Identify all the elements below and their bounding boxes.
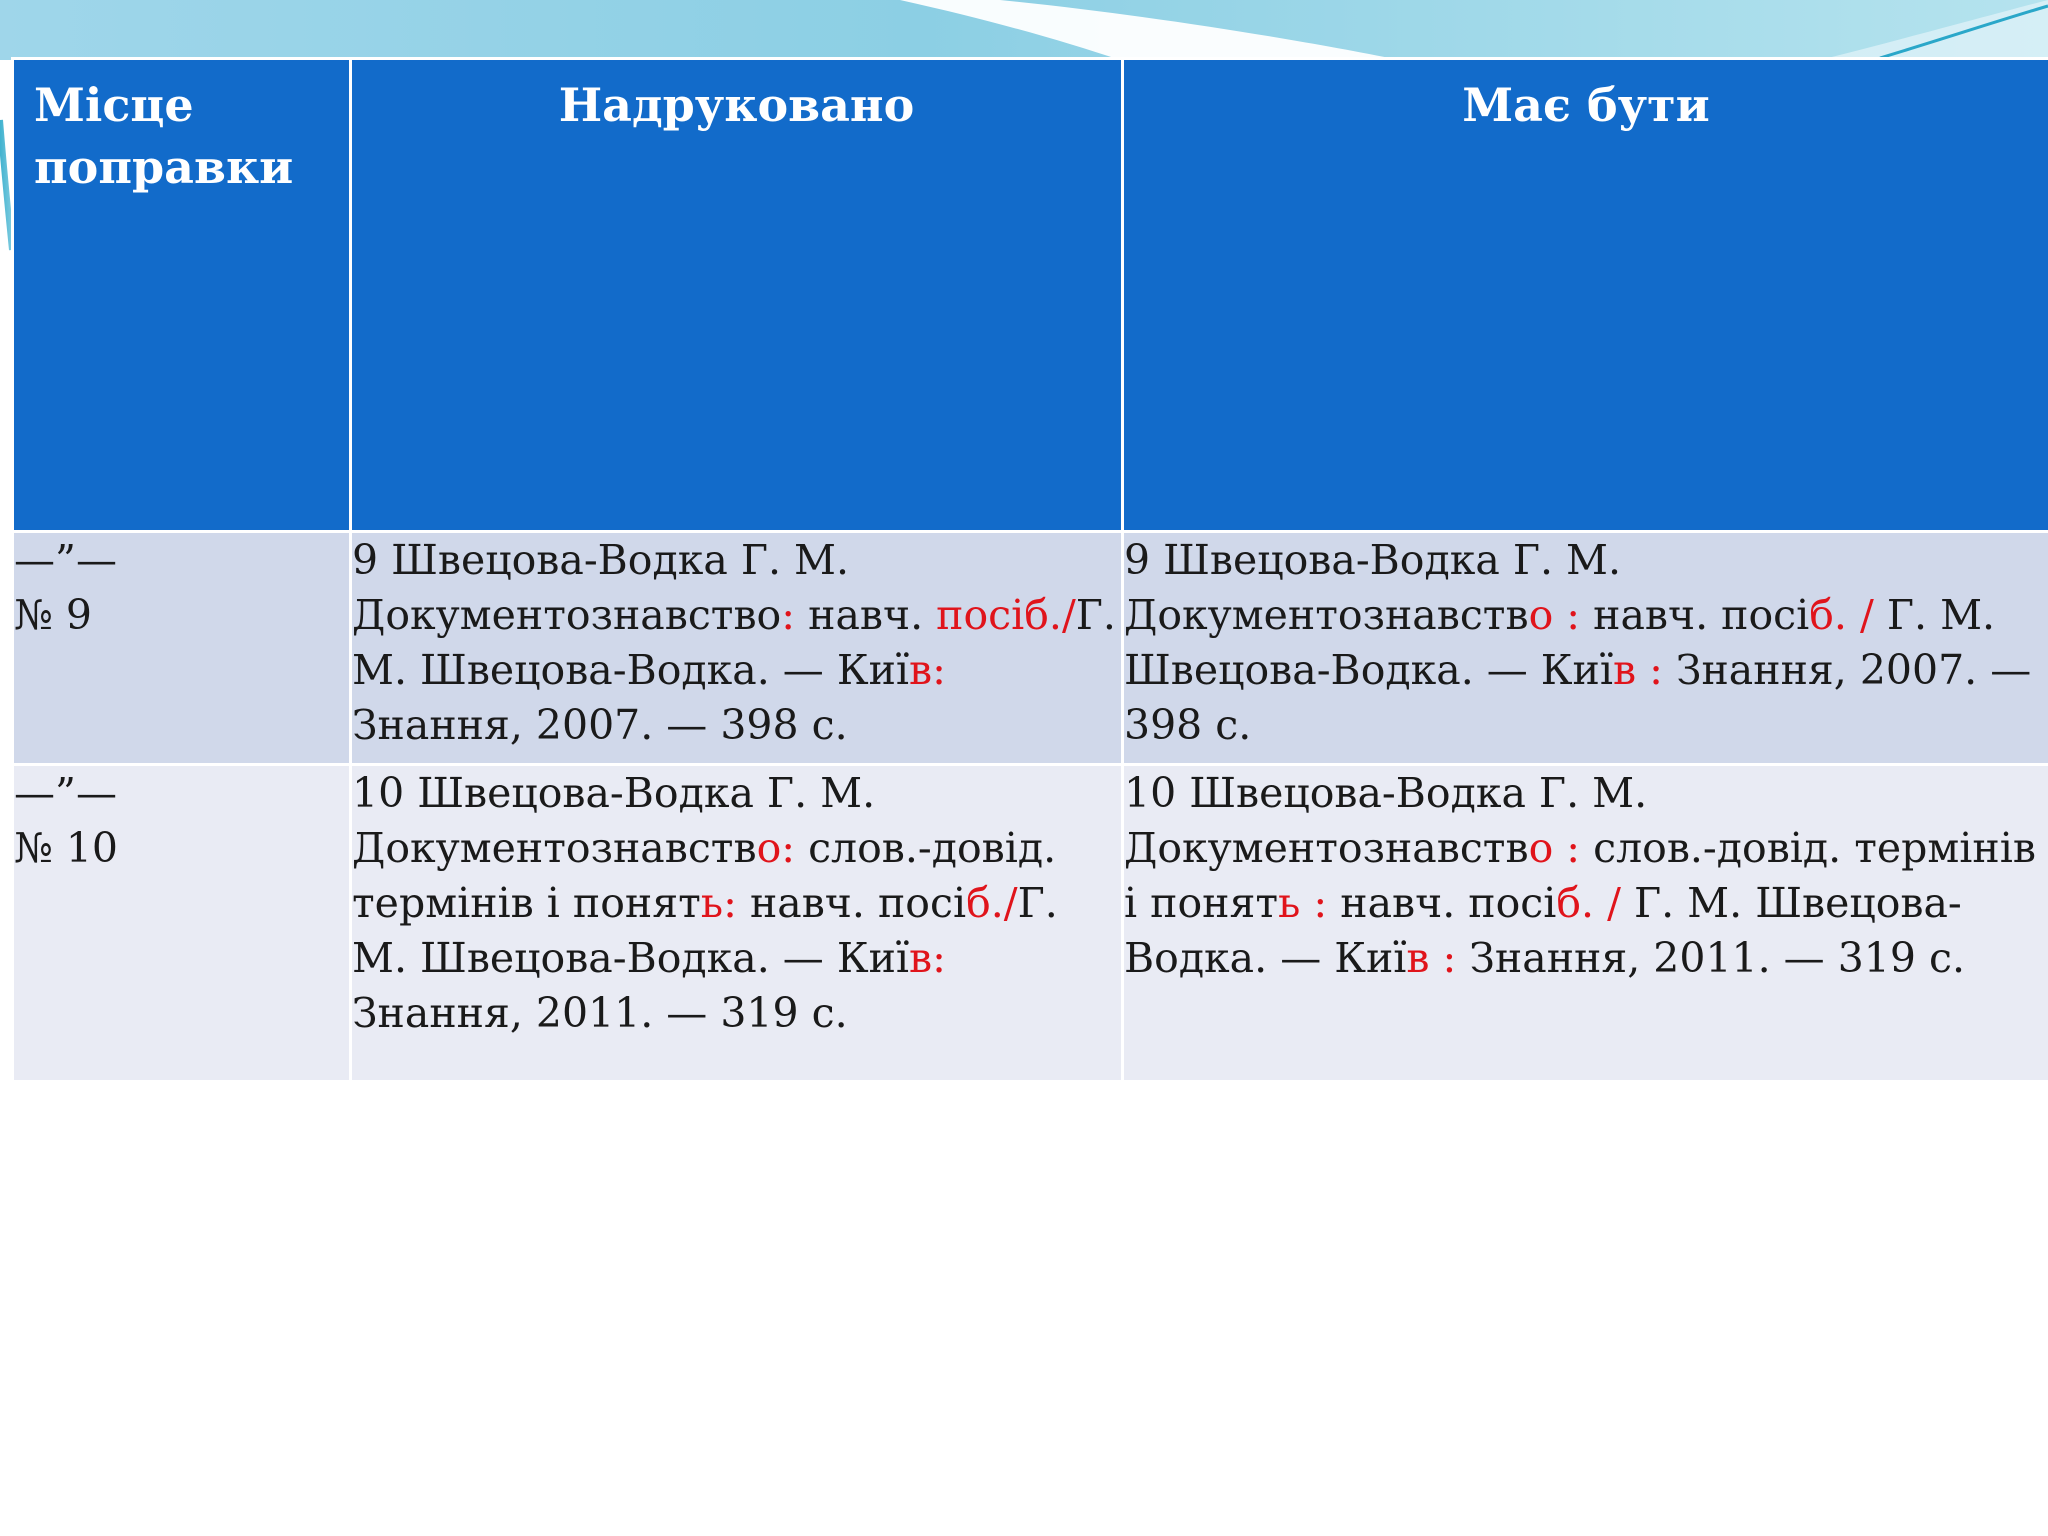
highlighted-fragment: : bbox=[781, 591, 796, 639]
place-number: № 9 bbox=[14, 591, 92, 639]
highlighted-fragment: о : bbox=[1528, 591, 1581, 639]
highlighted-fragment: в : bbox=[1406, 934, 1457, 982]
table-header-row bbox=[13, 59, 2048, 532]
header-printed: Надруковано bbox=[351, 59, 1123, 532]
text-fragment: Г. М. Швецова-Водка. — Киї bbox=[352, 879, 1058, 982]
text-fragment: навч. bbox=[795, 591, 937, 639]
text-fragment: Знання, 2011. — 319 с. bbox=[1456, 934, 1965, 982]
table-row bbox=[13, 532, 2048, 765]
corrections-table bbox=[11, 57, 2048, 1083]
highlighted-fragment: в : bbox=[1612, 646, 1663, 694]
highlighted-fragment: в: bbox=[909, 934, 946, 982]
text-fragment: навч. посі bbox=[1327, 879, 1557, 927]
highlighted-fragment: о: bbox=[756, 824, 796, 872]
text-fragment: Г. М. Швецова-Водка. — Киї bbox=[1124, 591, 1996, 694]
text-fragment: 10 Швецова-Водка Г. М. Документознавств bbox=[352, 769, 876, 872]
printed-text bbox=[352, 536, 1116, 749]
highlighted-fragment: ь : bbox=[1278, 879, 1328, 927]
printed-text bbox=[352, 769, 1058, 1037]
highlighted-fragment: ь: bbox=[700, 879, 737, 927]
text-fragment: слов.-довід. термінів і понят bbox=[1124, 824, 2036, 927]
text-fragment: 9 Швецова-Водка Г. М. Документознавство bbox=[352, 536, 850, 639]
text-fragment: Г. М. Швецова-Водка. — Киї bbox=[352, 591, 1116, 694]
text-fragment: слов.-довід. термінів і понят bbox=[352, 824, 1057, 927]
highlighted-fragment: б. / bbox=[1809, 591, 1874, 639]
text-fragment: 10 Швецова-Водка Г. М. Документознавств bbox=[1124, 769, 1648, 872]
text-fragment: Г. М. Швецова-Водка. — Киї bbox=[1124, 879, 1962, 982]
printed-cell bbox=[351, 765, 1123, 1082]
place-cell bbox=[13, 765, 351, 1082]
place-mark: —”— bbox=[14, 536, 117, 584]
correct-cell bbox=[1123, 765, 2048, 1082]
highlighted-fragment: в: bbox=[909, 646, 946, 694]
text-fragment: навч. посі bbox=[1580, 591, 1810, 639]
table-row bbox=[13, 765, 2048, 1082]
correct-cell bbox=[1123, 532, 2048, 765]
printed-cell bbox=[351, 532, 1123, 765]
correct-text bbox=[1124, 769, 2036, 982]
text-fragment: навч. посі bbox=[736, 879, 967, 927]
text-fragment: 9 Швецова-Водка Г. М. Документознавств bbox=[1124, 536, 1622, 639]
highlighted-fragment: б./ bbox=[966, 879, 1018, 927]
place-mark: —”— bbox=[14, 769, 117, 817]
header-correct: Має бути bbox=[1123, 59, 2048, 532]
place-cell bbox=[13, 532, 351, 765]
place-number: № 10 bbox=[14, 824, 119, 872]
correct-text bbox=[1124, 536, 2031, 749]
text-fragment: Знання, 2007. — 398 с. bbox=[1124, 646, 2032, 749]
highlighted-fragment: б. / bbox=[1556, 879, 1621, 927]
text-fragment: Знання, 2011. — 319 с. bbox=[352, 989, 848, 1037]
highlighted-fragment: о : bbox=[1528, 824, 1581, 872]
highlighted-fragment: посіб./ bbox=[936, 591, 1076, 639]
text-fragment: Знання, 2007. — 398 с. bbox=[352, 701, 848, 749]
header-place: Місце поправки bbox=[13, 59, 351, 532]
